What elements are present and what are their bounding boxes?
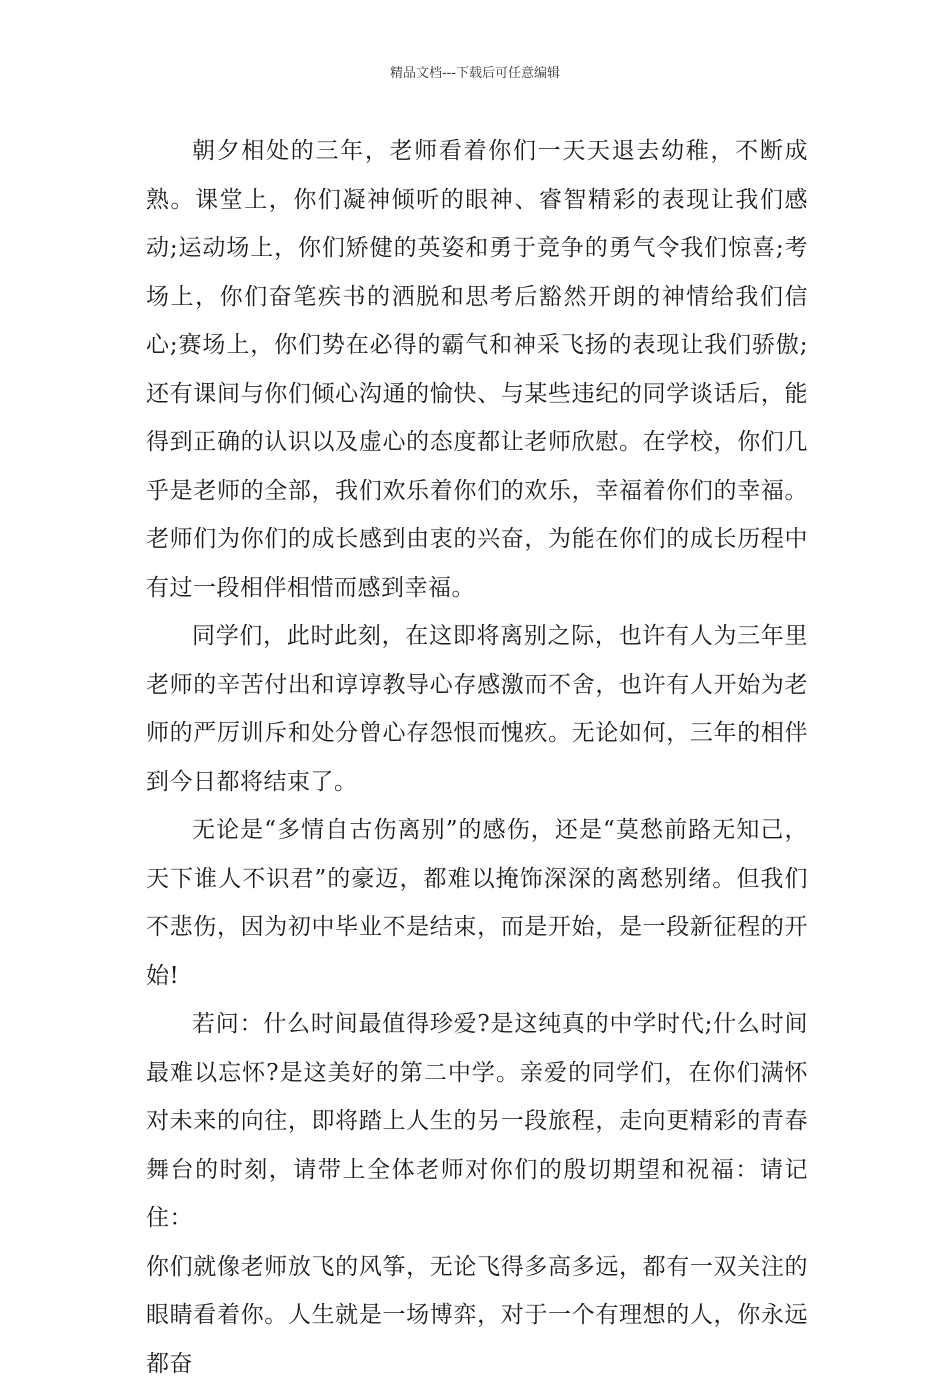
paragraph-kite: 你们就像老师放飞的风筝，无论飞得多高多远，都有一双关注的眼睛看着你。人生就是一场博弈，对于一个有理想的人，你永远都奋 bbox=[146, 1243, 808, 1388]
page-header: 精品文档---下载后可任意编辑 bbox=[0, 66, 950, 82]
paragraph-blessing: 若问：什么时间最值得珍爱?是这纯真的中学时代;什么时间最难以忘怀?是这美好的第二中学。亲爱的同学们，在你们满怀对未来的向往，即将踏上人生的另一段旅程，走向更精彩的青春舞台的时刻，请带上全体老师对你们的殷切期望和祝福：请记住： bbox=[146, 1000, 808, 1243]
paragraph-three-years: 朝夕相处的三年，老师看着你们一天天退去幼稚，不断成熟。课堂上，你们凝神倾听的眼神、睿智精彩的表现让我们感动;运动场上，你们矫健的英姿和勇于竞争的勇气令我们惊喜;考场上，你们奋笔疾书的洒脱和思考后豁然开朗的神情给我们信心;赛场上，你们势在必得的霸气和神采飞扬的表现让我们骄傲;还有课间与你们倾心沟通的愉快、与某些违纪的同学谈话后，能得到正确的认识以及虚心的态度都让老师欣慰。在学校，你们几乎是老师的全部，我们欢乐着你们的欢乐，幸福着你们的幸福。老师们为你们的成长感到由衷的兴奋，为能在你们的成长历程中有过一段相伴相惜而感到幸福。 bbox=[146, 127, 808, 612]
document-body bbox=[146, 127, 808, 1388]
paragraph-new-journey: 无论是“多情自古伤离别”的感伤，还是“莫愁前路无知己，天下谁人不识君”的豪迈，都难以掩饰深深的离愁别绪。但我们不悲伤，因为初中毕业不是结束，而是开始，是一段新征程的开始! bbox=[146, 806, 808, 1000]
paragraph-farewell-moment: 同学们，此时此刻，在这即将离别之际，也许有人为三年里老师的辛苦付出和谆谆教导心存感激而不舍，也许有人开始为老师的严厉训斥和处分曾心存怨恨而愧疚。无论如何，三年的相伴到今日都将结束了。 bbox=[146, 612, 808, 806]
